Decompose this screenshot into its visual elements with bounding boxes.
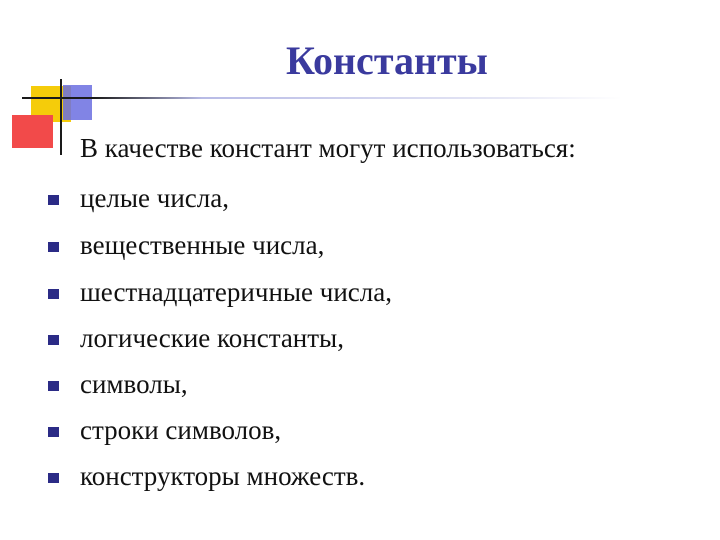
square-bullet-icon [48,289,59,299]
list-item-text: шестнадцатеричные числа, [80,277,392,307]
list-item-text: конструкторы множеств. [80,461,366,491]
list-item-text: логические константы, [80,323,344,353]
decor-horizontal-line [22,97,622,99]
list-item-text: целые числа, [80,183,230,213]
decor-vertical-line [60,79,62,155]
slide-title: Константы [286,38,488,83]
square-bullet-icon [48,242,59,252]
square-bullet-icon [48,473,59,483]
decor-red-square [12,115,53,148]
list-item-text: вещественные числа, [80,230,325,260]
square-bullet-icon [48,381,59,391]
slide-intro: В качестве констант могут использоваться: [80,133,576,163]
square-bullet-icon [48,427,59,437]
square-bullet-icon [48,335,59,345]
list-item-text: символы, [80,369,188,399]
list-item-text: строки символов, [80,415,282,445]
square-bullet-icon [48,195,59,205]
decor-blue-square [63,85,92,120]
